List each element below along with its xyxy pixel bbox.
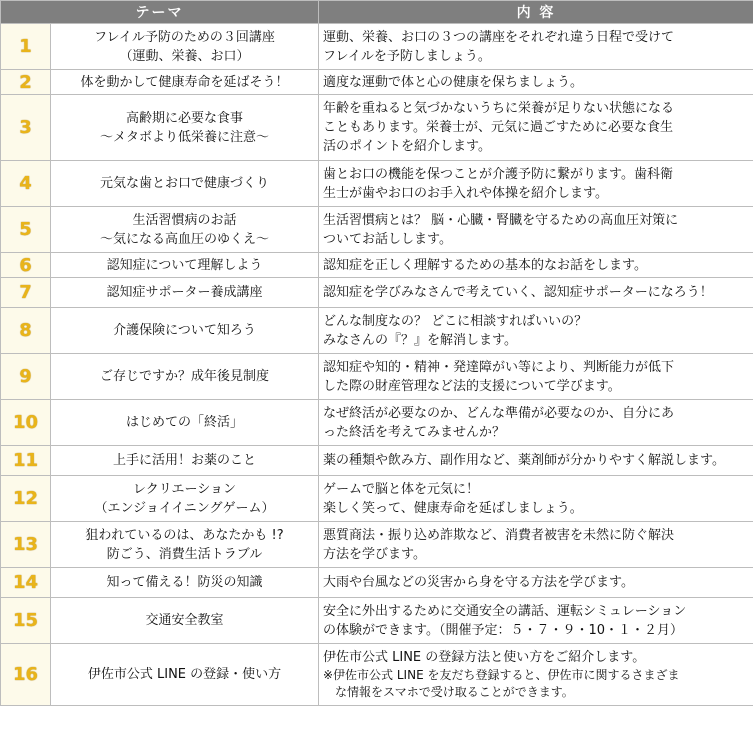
table-row <box>1 354 753 400</box>
row-theme <box>51 522 319 568</box>
table-row <box>1 253 753 278</box>
row-content <box>319 598 753 644</box>
row-number: 4 <box>1 161 51 207</box>
row-number: 10 <box>1 400 51 446</box>
content-line: ゲームで脳と体を元気に！ <box>323 481 480 497</box>
theme-line: フレイル予防のための３回講座 <box>94 29 275 45</box>
content-line: 楽しく笑って、健康寿命を延ばしましょう。 <box>323 500 583 516</box>
row-theme <box>51 70 319 95</box>
content-line: した際の財産管理など法的支援について学びます。 <box>323 378 621 394</box>
table-row <box>1 568 753 598</box>
table-row <box>1 95 753 161</box>
row-theme <box>51 24 319 70</box>
row-content <box>319 95 753 161</box>
content-line: こともあります。栄養士が、元気に過ごすために必要な食生 <box>323 120 673 135</box>
row-content <box>319 354 753 400</box>
row-content <box>319 70 753 95</box>
row-theme <box>51 476 319 522</box>
theme-line: はじめての「終活」 <box>125 415 243 430</box>
content-line: 歯とお口の機能を保つことが介護予防に繋がります。歯科衛 <box>323 166 673 182</box>
table-row <box>1 278 753 308</box>
content-line: なぜ終活が必要なのか、どんな準備が必要なのか、自分にあ <box>323 405 675 421</box>
table-header-row <box>1 1 753 24</box>
content-line: 伊佐市公式 LINE の登録方法と使い方をご紹介します。 <box>323 650 646 665</box>
theme-line: 交通安全教室 <box>145 613 224 628</box>
row-number: 1 <box>1 24 51 70</box>
theme-line: レクリエーション <box>133 481 236 497</box>
row-content <box>319 253 753 278</box>
content-line: 認知症を正しく理解するための基本的なお話をします。 <box>323 257 647 273</box>
row-number: 8 <box>1 308 51 354</box>
theme-line: 防ごう、消費生活トラブル <box>106 546 263 562</box>
row-number: 7 <box>1 278 51 308</box>
content-line: ついてお話しします。 <box>323 231 452 247</box>
table-row <box>1 161 753 207</box>
row-number: 11 <box>1 446 51 476</box>
table-row <box>1 644 753 706</box>
theme-line: （エンジョイイニングゲーム） <box>94 500 275 516</box>
content-line: った終活を考えてみませんか？ <box>323 424 506 440</box>
theme-line: （運動、栄養、お口） <box>119 48 250 64</box>
theme-line: 狙われているのは、あなたかも !? <box>85 527 284 543</box>
row-theme <box>51 400 319 446</box>
row-number: 12 <box>1 476 51 522</box>
theme-line: 認知症サポーター養成講座 <box>106 285 263 300</box>
content-line: 薬の種類や飲み方、副作用など、薬剤師が分かりやすく解説します。 <box>323 453 725 468</box>
content-line: 安全に外出するために交通安全の講話、運転シミュレーション <box>323 603 687 619</box>
row-theme <box>51 446 319 476</box>
table-row <box>1 522 753 568</box>
theme-line: ～気になる高血圧のゆくえ～ <box>99 231 269 247</box>
content-line: 適度な運動で体と心の健康を保ちましょう。 <box>323 74 584 90</box>
row-content <box>319 24 753 70</box>
row-number: 13 <box>1 522 51 568</box>
table-row <box>1 476 753 522</box>
row-theme <box>51 354 319 400</box>
row-number: 16 <box>1 644 51 706</box>
row-theme <box>51 253 319 278</box>
row-theme <box>51 207 319 253</box>
content-note-line: ※伊佐市公式 LINE を友だち登録すると、伊佐市に関するさまざま <box>323 668 680 682</box>
row-theme <box>51 308 319 354</box>
row-content <box>319 207 753 253</box>
content-line: 方法を学びます。 <box>323 546 426 562</box>
row-theme <box>51 278 319 308</box>
table-row <box>1 598 753 644</box>
table-row <box>1 24 753 70</box>
content-line: 生士が歯やお口のお手入れや体操を紹介します。 <box>323 185 608 201</box>
theme-line: 元気な歯とお口で健康づくり <box>99 176 269 191</box>
content-line: フレイルを予防しましょう。 <box>323 48 491 64</box>
row-number: 14 <box>1 568 51 598</box>
row-theme <box>51 568 319 598</box>
content-line: 活のポイントを紹介します。 <box>323 139 491 154</box>
row-content <box>319 476 753 522</box>
theme-line: 知って備える！防災の知識 <box>106 575 263 590</box>
row-number: 6 <box>1 253 51 278</box>
row-theme <box>51 598 319 644</box>
row-theme <box>51 644 319 706</box>
content-line: 認知症を学びみなさんで考えていく、認知症サポーターになろう！ <box>323 285 713 300</box>
theme-line: ～メタボより低栄養に注意～ <box>99 129 269 145</box>
theme-line: 伊佐市公式 LINE の登録・使い方 <box>87 667 282 682</box>
theme-line: 生活習慣病のお話 <box>132 212 237 228</box>
content-line: みなさんの『？』を解消します。 <box>323 332 517 348</box>
theme-line: 高齢期に必要な食事 <box>125 110 243 126</box>
content-line: 認知症や知的・精神・発達障がい等により、判断能力が低下 <box>323 359 675 375</box>
row-number: 2 <box>1 70 51 95</box>
row-number: 15 <box>1 598 51 644</box>
table-row <box>1 446 753 476</box>
row-content <box>319 568 753 598</box>
theme-line: 上手に活用！お薬のこと <box>112 453 256 468</box>
theme-line: 体を動かして健康寿命を延ばそう！ <box>80 74 289 90</box>
row-content <box>319 446 753 476</box>
row-content <box>319 522 753 568</box>
content-line: 年齢を重ねると気づかないうちに栄養が足りない状態になる <box>323 101 675 116</box>
row-theme <box>51 95 319 161</box>
content-line: 悪質商法・振り込め詐欺など、消費者被害を未然に防ぐ解決 <box>323 527 675 543</box>
content-line: の体験ができます。（開催予定：５・７・９・10・１・２月） <box>323 622 684 638</box>
row-content <box>319 644 753 706</box>
row-number: 9 <box>1 354 51 400</box>
theme-line: ご存じですか？成年後見制度 <box>99 369 269 384</box>
theme-column-header: テーマ <box>1 1 319 24</box>
content-column-header: 内 容 <box>319 1 753 24</box>
table-row <box>1 207 753 253</box>
content-line: 運動、栄養、お口の３つの講座をそれぞれ違う日程で受けて <box>323 29 675 45</box>
table-row <box>1 70 753 95</box>
content-note-line: な情報をスマホで受け取ることができます。 <box>335 685 574 699</box>
row-content <box>319 161 753 207</box>
table-row <box>1 400 753 446</box>
row-content <box>319 400 753 446</box>
content-line: 大雨や台風などの災害から身を守る方法を学びます。 <box>323 575 634 590</box>
table-row <box>1 308 753 354</box>
row-number: 5 <box>1 207 51 253</box>
row-content <box>319 278 753 308</box>
content-line: 生活習慣病とは？ 脳・心臓・腎臓を守るための高血圧対策に <box>323 212 679 228</box>
content-line: どんな制度なの？ どこに相談すればいいの？ <box>323 313 588 329</box>
theme-line: 認知症について理解しよう <box>106 257 263 273</box>
row-theme <box>51 161 319 207</box>
theme-line: 介護保険について知ろう <box>113 323 256 338</box>
row-number: 3 <box>1 95 51 161</box>
row-content <box>319 308 753 354</box>
